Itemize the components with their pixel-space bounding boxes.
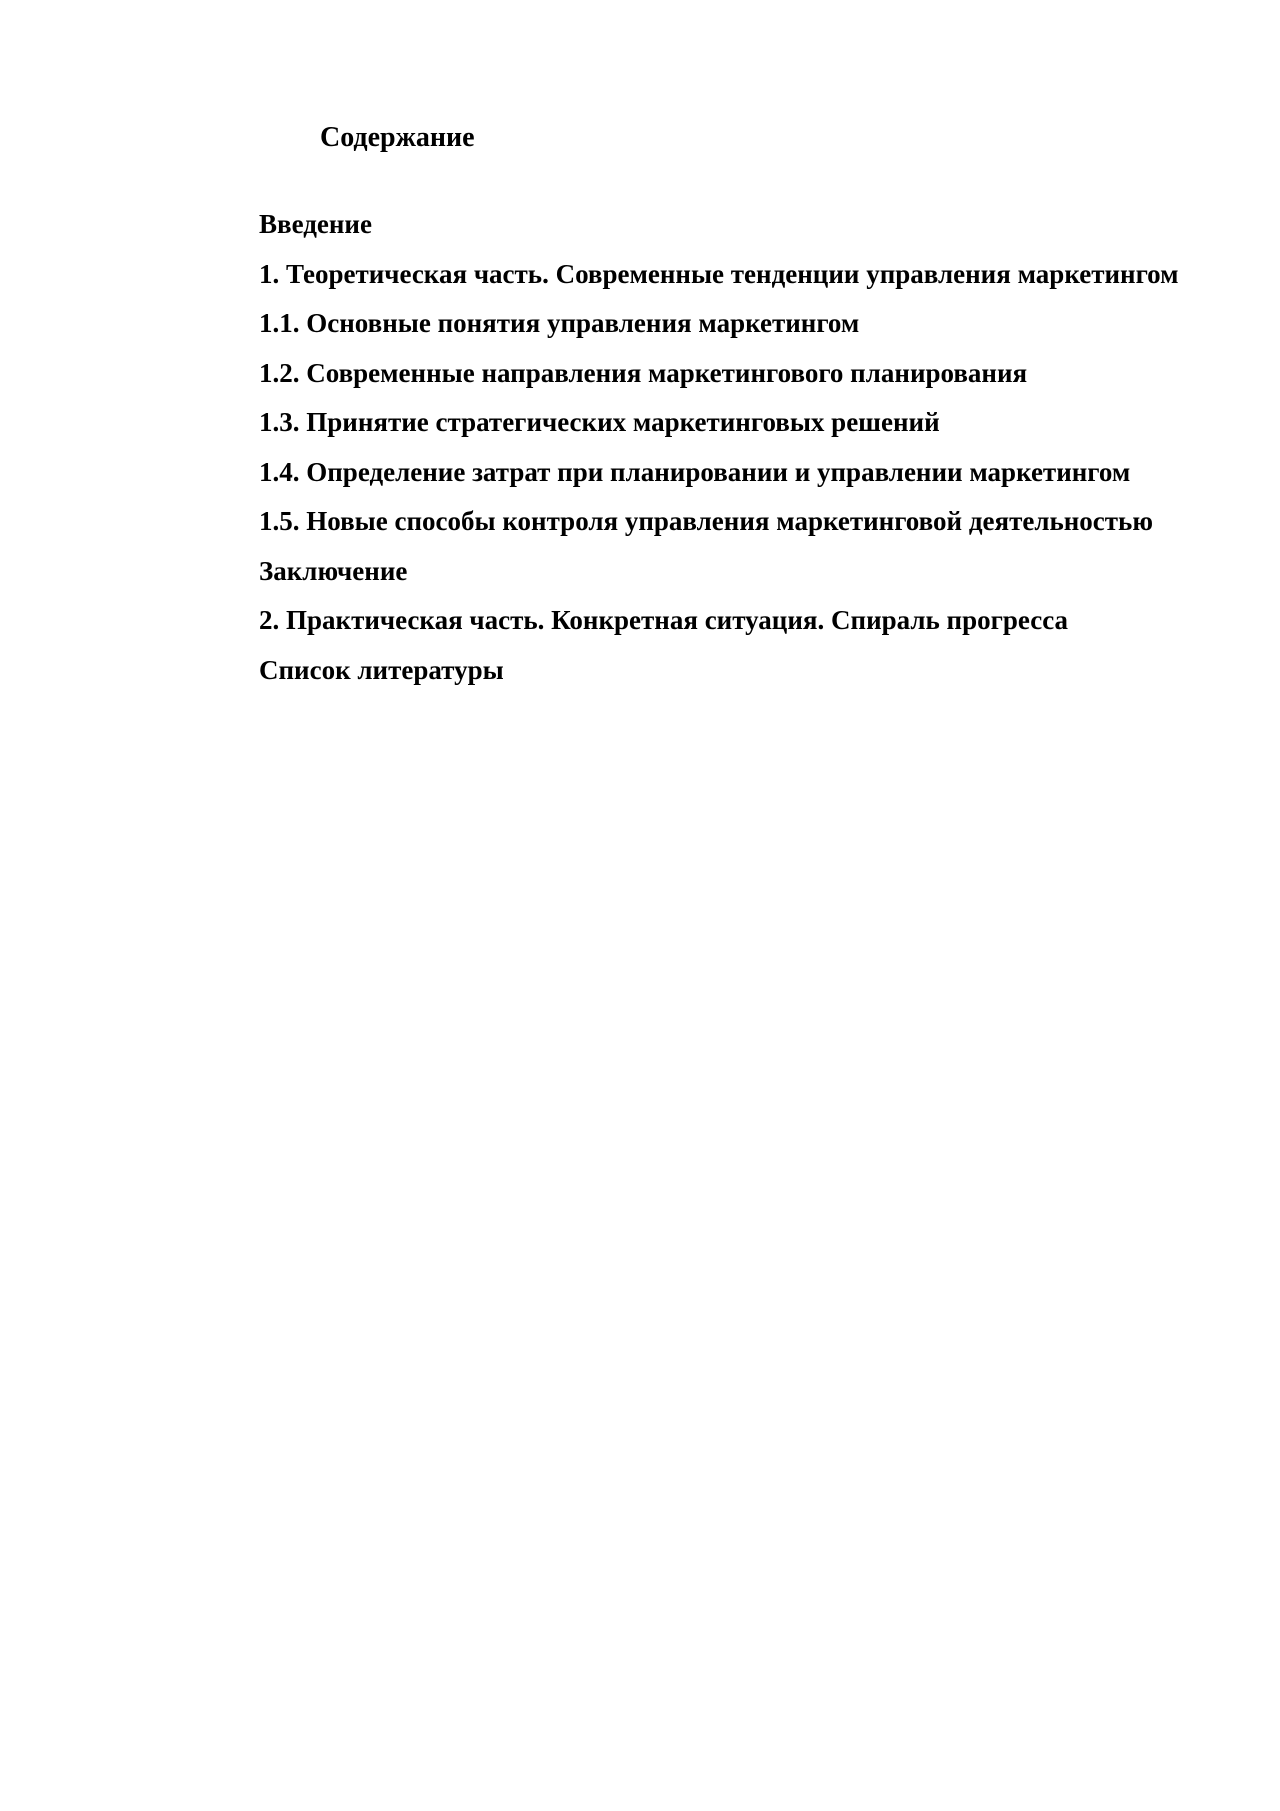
toc-heading: Содержание [320,122,475,153]
toc-entry-1-1: 1.1. Основные понятия управления маркетингом [259,308,860,338]
toc-entry-1-4: 1.4. Определение затрат при планировании и управлении маркетингом [259,456,1131,487]
toc-entry-references: Список литературы [259,654,504,685]
toc-entry-introduction: Введение [259,209,372,239]
toc-entry-conclusion: Заключение [259,555,408,586]
toc-entry-part-1: 1. Теоретическая часть. Современные тенденции управления маркетингом [259,258,1179,289]
toc-entry-1-3: 1.3. Принятие стратегических маркетинговых решений [259,407,940,437]
toc-entry-part-2: 2. Практическая часть. Конкретная ситуация. Спираль прогресса [259,605,1069,635]
toc-entry-1-5: 1.5. Новые способы контроля управления маркетинговой деятельностью [259,506,1153,536]
table-of-contents [259,200,1191,695]
toc-entry-1-2: 1.2. Современные направления маркетингового планирования [259,357,1028,388]
